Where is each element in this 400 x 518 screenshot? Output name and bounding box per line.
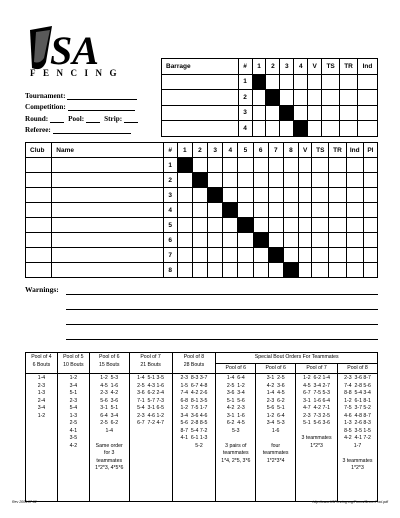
result-cell[interactable]: [346, 158, 363, 173]
barrage-col-4: 4: [294, 59, 308, 75]
club-cell[interactable]: [26, 173, 52, 188]
pool-row-num: 6: [163, 233, 177, 248]
pool-line[interactable]: [86, 116, 100, 123]
name-cell[interactable]: [52, 263, 163, 278]
pool-col-pl: Pl: [363, 143, 377, 158]
score-cell[interactable]: [177, 263, 192, 278]
score-cell[interactable]: [322, 105, 340, 121]
result-cell[interactable]: [299, 263, 312, 278]
score-cell[interactable]: [268, 263, 283, 278]
club-cell[interactable]: [26, 248, 52, 263]
special-pool-8-header: Pool of 8: [338, 363, 378, 374]
warnings-line[interactable]: [66, 324, 378, 325]
score-cell[interactable]: [252, 90, 266, 106]
score-cell[interactable]: [192, 233, 207, 248]
result-cell[interactable]: [299, 248, 312, 263]
result-cell[interactable]: [363, 203, 377, 218]
result-cell[interactable]: [312, 173, 329, 188]
diagonal-cell: [238, 218, 253, 233]
score-cell[interactable]: [294, 105, 308, 121]
result-cell[interactable]: [299, 158, 312, 173]
result-cell[interactable]: [346, 218, 363, 233]
tournament-field[interactable]: [25, 88, 165, 100]
score-cell[interactable]: [266, 74, 280, 90]
pool-row: [26, 233, 378, 248]
name-cell[interactable]: [52, 173, 163, 188]
score-cell[interactable]: [208, 173, 223, 188]
competition-line: [68, 104, 135, 111]
score-cell[interactable]: [266, 105, 280, 121]
result-cell[interactable]: [363, 263, 377, 278]
barrage-col-num: #: [238, 59, 252, 75]
revision-note: Rev 2004.07.02: [12, 500, 37, 504]
special-pool-7-bouts: 1-2 6-2 1-4 4-5 3-4 2-7 6-7 7-5 5-3 3-1 1-6 6-4 4-7 4-2 7-1 2-3 7-3 2-5 5-1 5-6 3-6 3 teammates 1*2*3: [296, 374, 338, 502]
club-cell[interactable]: [26, 203, 52, 218]
warnings-label: Warnings:: [25, 285, 59, 294]
special-pool-6a-header: Pool of 6: [216, 363, 256, 374]
result-cell[interactable]: [329, 233, 346, 248]
diagonal-cell: [223, 203, 238, 218]
diagonal-cell: [294, 121, 308, 137]
score-cell[interactable]: [268, 188, 283, 203]
score-cell[interactable]: [238, 203, 253, 218]
pool-row: [26, 218, 378, 233]
result-cell[interactable]: [363, 173, 377, 188]
pool-body: [26, 158, 378, 278]
special-pool-7-header: Pool of 7: [296, 363, 338, 374]
header-fields: [25, 88, 165, 134]
pool-row-num: 4: [163, 203, 177, 218]
score-cell[interactable]: [192, 248, 207, 263]
score-cell[interactable]: [308, 90, 322, 106]
pool-row: [26, 158, 378, 173]
score-cell[interactable]: [283, 188, 298, 203]
result-cell[interactable]: [329, 173, 346, 188]
club-cell[interactable]: [26, 188, 52, 203]
score-cell[interactable]: [208, 248, 223, 263]
score-cell[interactable]: [177, 248, 192, 263]
pool-of-8-header: Pool of 8 28 Bouts: [172, 353, 216, 374]
score-cell[interactable]: [238, 158, 253, 173]
pool-of-6-bouts: 1-2 5-3 4-5 1-6 2-3 4-2 5-6 3-6 3-1 5-1 6-4 3-4 2-5 6-2 1-4 Same order for 3 teammates 1*2*3, 4*5*6: [89, 374, 129, 502]
name-cell[interactable]: [52, 248, 163, 263]
name-cell[interactable]: [52, 188, 163, 203]
diagonal-cell: [177, 158, 192, 173]
pool-of-6-header: Pool of 6 15 Bouts: [89, 353, 129, 374]
score-cell[interactable]: [177, 173, 192, 188]
referee-line: [53, 127, 131, 134]
score-cell[interactable]: [223, 158, 238, 173]
result-cell[interactable]: [363, 218, 377, 233]
tournament-label: Tournament:: [25, 91, 66, 100]
tournament-line: [67, 93, 137, 100]
pool-label: Pool:: [68, 114, 85, 123]
score-cell[interactable]: [253, 173, 268, 188]
score-cell[interactable]: [208, 158, 223, 173]
result-cell[interactable]: [346, 173, 363, 188]
name-cell[interactable]: [52, 158, 163, 173]
score-cell[interactable]: [308, 121, 322, 137]
pool-col-club: Club: [26, 143, 52, 158]
result-cell[interactable]: [312, 263, 329, 278]
score-cell[interactable]: [308, 74, 322, 90]
pool-col-ind: Ind: [346, 143, 363, 158]
pool-col-4: 4: [223, 143, 238, 158]
barrage-row: [162, 74, 378, 90]
score-cell[interactable]: [253, 188, 268, 203]
score-cell[interactable]: [192, 188, 207, 203]
score-cell[interactable]: [358, 121, 378, 137]
barrage-col-ind: Ind: [358, 59, 378, 75]
pool-row-num: 7: [163, 248, 177, 263]
barrage-row: [162, 121, 378, 137]
score-cell[interactable]: [280, 90, 294, 106]
pool-header-row: [26, 143, 378, 158]
diagonal-cell: [192, 173, 207, 188]
score-cell[interactable]: [192, 158, 207, 173]
score-cell[interactable]: [253, 203, 268, 218]
barrage-name-cell[interactable]: [162, 74, 239, 90]
barrage-row-num: 2: [238, 90, 252, 106]
result-cell[interactable]: [299, 188, 312, 203]
score-cell[interactable]: [192, 203, 207, 218]
score-cell[interactable]: [223, 248, 238, 263]
score-cell[interactable]: [223, 218, 238, 233]
barrage-row: [162, 105, 378, 121]
result-cell[interactable]: [346, 188, 363, 203]
score-cell[interactable]: [253, 218, 268, 233]
result-cell[interactable]: [346, 248, 363, 263]
score-cell[interactable]: [177, 188, 192, 203]
barrage-col-ts: TS: [322, 59, 340, 75]
score-cell[interactable]: [268, 203, 283, 218]
result-cell[interactable]: [363, 233, 377, 248]
round-label: Round:: [25, 114, 49, 123]
diagonal-cell: [280, 105, 294, 121]
score-cell[interactable]: [238, 173, 253, 188]
barrage-row: [162, 90, 378, 106]
diagonal-cell: [268, 248, 283, 263]
score-cell[interactable]: [294, 90, 308, 106]
bout-order-table: [25, 352, 378, 502]
score-cell[interactable]: [340, 74, 358, 90]
pool-col-2: 2: [192, 143, 207, 158]
club-cell[interactable]: [26, 233, 52, 248]
score-cell[interactable]: [223, 233, 238, 248]
bout-header-row: [26, 353, 378, 364]
result-cell[interactable]: [312, 203, 329, 218]
form-url: http://www.USFencing.org/Forms/Score-Pool.pdf: [312, 500, 388, 504]
score-cell[interactable]: [340, 105, 358, 121]
result-cell[interactable]: [329, 203, 346, 218]
score-cell[interactable]: [358, 74, 378, 90]
diagonal-cell: [208, 188, 223, 203]
score-cell[interactable]: [177, 218, 192, 233]
svg-text:SA: SA: [50, 28, 99, 73]
score-cell[interactable]: [253, 263, 268, 278]
score-cell[interactable]: [223, 263, 238, 278]
score-cell[interactable]: [252, 121, 266, 137]
score-cell[interactable]: [252, 105, 266, 121]
barrage-table: [161, 58, 378, 137]
score-cell[interactable]: [266, 121, 280, 137]
special-pool-6b-bouts: 3-1 2-5 4-2 3-6 1-4 4-5 2-3 6-2 5-6 5-1 1-2 6-4 3-4 5-3 1-6 four teammates 1*2*3*4: [256, 374, 296, 502]
result-cell[interactable]: [299, 173, 312, 188]
score-cell[interactable]: [283, 158, 298, 173]
competition-field[interactable]: [25, 100, 165, 112]
barrage-col-1: 1: [252, 59, 266, 75]
pool-of-4-header: Pool of 4 6 Bouts: [26, 353, 58, 374]
result-cell[interactable]: [312, 248, 329, 263]
score-cell[interactable]: [294, 74, 308, 90]
result-cell[interactable]: [312, 218, 329, 233]
score-cell[interactable]: [253, 248, 268, 263]
pool-row-num: 8: [163, 263, 177, 278]
pool-col-v: V: [299, 143, 312, 158]
club-cell[interactable]: [26, 263, 52, 278]
barrage-row-num: 3: [238, 105, 252, 121]
name-cell[interactable]: [52, 233, 163, 248]
score-cell[interactable]: [238, 233, 253, 248]
club-cell[interactable]: [26, 158, 52, 173]
warnings-line[interactable]: [66, 309, 378, 310]
result-cell[interactable]: [329, 188, 346, 203]
diagonal-cell: [266, 90, 280, 106]
score-cell[interactable]: [253, 158, 268, 173]
result-cell[interactable]: [312, 158, 329, 173]
warnings-line[interactable]: [66, 294, 378, 295]
referee-label: Referee:: [25, 126, 51, 134]
name-cell[interactable]: [52, 218, 163, 233]
pool-row: [26, 203, 378, 218]
result-cell[interactable]: [346, 263, 363, 278]
result-cell[interactable]: [299, 233, 312, 248]
result-cell[interactable]: [312, 233, 329, 248]
logo-subtitle: FENCING: [30, 68, 125, 78]
barrage-col-v: V: [308, 59, 322, 75]
special-pool-6b-header: Pool of 6: [256, 363, 296, 374]
pool-col-3: 3: [208, 143, 223, 158]
score-cell[interactable]: [280, 121, 294, 137]
score-cell[interactable]: [238, 248, 253, 263]
score-cell[interactable]: [340, 121, 358, 137]
pool-col-name: Name: [52, 143, 163, 158]
score-cell[interactable]: [283, 248, 298, 263]
special-pool-6a-bouts: 1-4 6-4 2-5 1-2 3-6 3-4 5-1 5-6 4-2 2-3 3-1 1-6 6-2 4-5 5-3 3 pairs of teammates 1*4, 2*5, 3*6: [216, 374, 256, 502]
diagonal-cell: [253, 233, 268, 248]
score-cell[interactable]: [268, 173, 283, 188]
pool-table: [25, 142, 378, 278]
pool-col-tr: TR: [329, 143, 346, 158]
strip-line[interactable]: [124, 116, 138, 123]
barrage-row-num: 1: [238, 74, 252, 90]
strip-label: Strip:: [104, 114, 123, 123]
referee-field[interactable]: [25, 123, 165, 135]
pool-col-6: 6: [253, 143, 268, 158]
score-cell[interactable]: [238, 188, 253, 203]
pool-row-num: 5: [163, 218, 177, 233]
pool-row-num: 2: [163, 173, 177, 188]
result-cell[interactable]: [329, 263, 346, 278]
score-cell[interactable]: [358, 90, 378, 106]
pool-row: [26, 188, 378, 203]
barrage-col-tr: TR: [340, 59, 358, 75]
diagonal-cell: [283, 263, 298, 278]
score-cell[interactable]: [208, 233, 223, 248]
special-orders-title: Special Bout Orders For Teammates: [216, 353, 378, 364]
result-cell[interactable]: [329, 158, 346, 173]
bout-data-row: [26, 374, 378, 502]
score-cell[interactable]: [283, 233, 298, 248]
result-cell[interactable]: [363, 158, 377, 173]
score-cell[interactable]: [268, 158, 283, 173]
barrage-name-cell[interactable]: [162, 105, 239, 121]
pool-col-8: 8: [283, 143, 298, 158]
barrage-row-num: 4: [238, 121, 252, 137]
name-cell[interactable]: [52, 203, 163, 218]
score-cell[interactable]: [280, 74, 294, 90]
score-cell[interactable]: [192, 263, 207, 278]
pool-col-1: 1: [177, 143, 192, 158]
club-cell[interactable]: [26, 218, 52, 233]
score-cell[interactable]: [322, 121, 340, 137]
pool-col-5: 5: [238, 143, 253, 158]
score-cell[interactable]: [268, 218, 283, 233]
pool-of-7-header: Pool of 7 21 Bouts: [129, 353, 172, 374]
pool-row: [26, 263, 378, 278]
round-pool-strip-row: [25, 111, 165, 123]
score-cell[interactable]: [340, 90, 358, 106]
barrage-name-cell[interactable]: [162, 121, 239, 137]
barrage-col-2: 2: [266, 59, 280, 75]
score-cell[interactable]: [358, 105, 378, 121]
result-cell[interactable]: [329, 248, 346, 263]
score-cell[interactable]: [283, 218, 298, 233]
score-cell[interactable]: [322, 90, 340, 106]
score-cell[interactable]: [177, 233, 192, 248]
barrage-col-3: 3: [280, 59, 294, 75]
barrage-header-row: [162, 59, 378, 75]
score-cell[interactable]: [322, 74, 340, 90]
score-cell[interactable]: [308, 105, 322, 121]
pool-row-num: 3: [163, 188, 177, 203]
score-cell[interactable]: [283, 203, 298, 218]
pool-row-num: 1: [163, 158, 177, 173]
pool-of-5-bouts: 1-2 3-4 5-1 2-3 5-4 1-3 2-5 4-1 3-5 4-2: [57, 374, 89, 502]
pool-row: [26, 248, 378, 263]
score-cell[interactable]: [268, 233, 283, 248]
result-cell[interactable]: [346, 203, 363, 218]
warnings-line[interactable]: [66, 339, 378, 340]
barrage-name-cell[interactable]: [162, 90, 239, 106]
score-cell[interactable]: [223, 188, 238, 203]
result-cell[interactable]: [363, 248, 377, 263]
pool-of-7-bouts: 1-4 5-1 3-5 2-5 4-3 1-6 3-6 6-2 2-4 7-1 5-7 7-3 5-4 3-1 6-5 2-3 4-6 1-2 6-7 7-2 4-7: [129, 374, 172, 502]
pool-col-ts: TS: [312, 143, 329, 158]
score-cell[interactable]: [238, 263, 253, 278]
diagonal-cell: [252, 74, 266, 90]
pool-of-4-bouts: 1-4 2-3 1-3 2-4 3-4 1-2: [26, 374, 58, 502]
score-cell[interactable]: [223, 173, 238, 188]
score-cell[interactable]: [283, 173, 298, 188]
score-cell[interactable]: [208, 203, 223, 218]
barrage-header: Barrage: [162, 59, 239, 75]
result-cell[interactable]: [312, 188, 329, 203]
pool-of-8-bouts: 2-3 8-3 3-7 1-5 6-7 4-8 7-4 4-2 2-6 6-8 8-1 3-5 1-2 7-5 1-7 3-4 3-6 4-6 5-6 2-8 8-5 8-7 5-4 7-2 4-1 6-1 1-3 5-2: [172, 374, 216, 502]
score-cell[interactable]: [192, 218, 207, 233]
pool-col-num: #: [163, 143, 177, 158]
result-cell[interactable]: [299, 218, 312, 233]
result-cell[interactable]: [329, 218, 346, 233]
score-cell[interactable]: [208, 218, 223, 233]
special-pool-8-bouts: 2-3 3-6 8-7 7-4 2-8 5-6 8-8 5-4 3-4 1-2 6-1 8-1 7-5 3-7 5-2 4-6 4-8 8-7 1-3 2-6 8-3 8-5 3-5 1-5 4-2 4-1 7-2 1-7 3 teammates 1*2*3: [338, 374, 378, 502]
pool-row: [26, 173, 378, 188]
pool-of-5-header: Pool of 5 10 Bouts: [57, 353, 89, 374]
score-cell[interactable]: [177, 203, 192, 218]
score-cell[interactable]: [208, 263, 223, 278]
pool-col-7: 7: [268, 143, 283, 158]
result-cell[interactable]: [299, 203, 312, 218]
result-cell[interactable]: [346, 233, 363, 248]
result-cell[interactable]: [363, 188, 377, 203]
competition-label: Competition:: [25, 103, 66, 111]
round-line[interactable]: [50, 116, 64, 123]
